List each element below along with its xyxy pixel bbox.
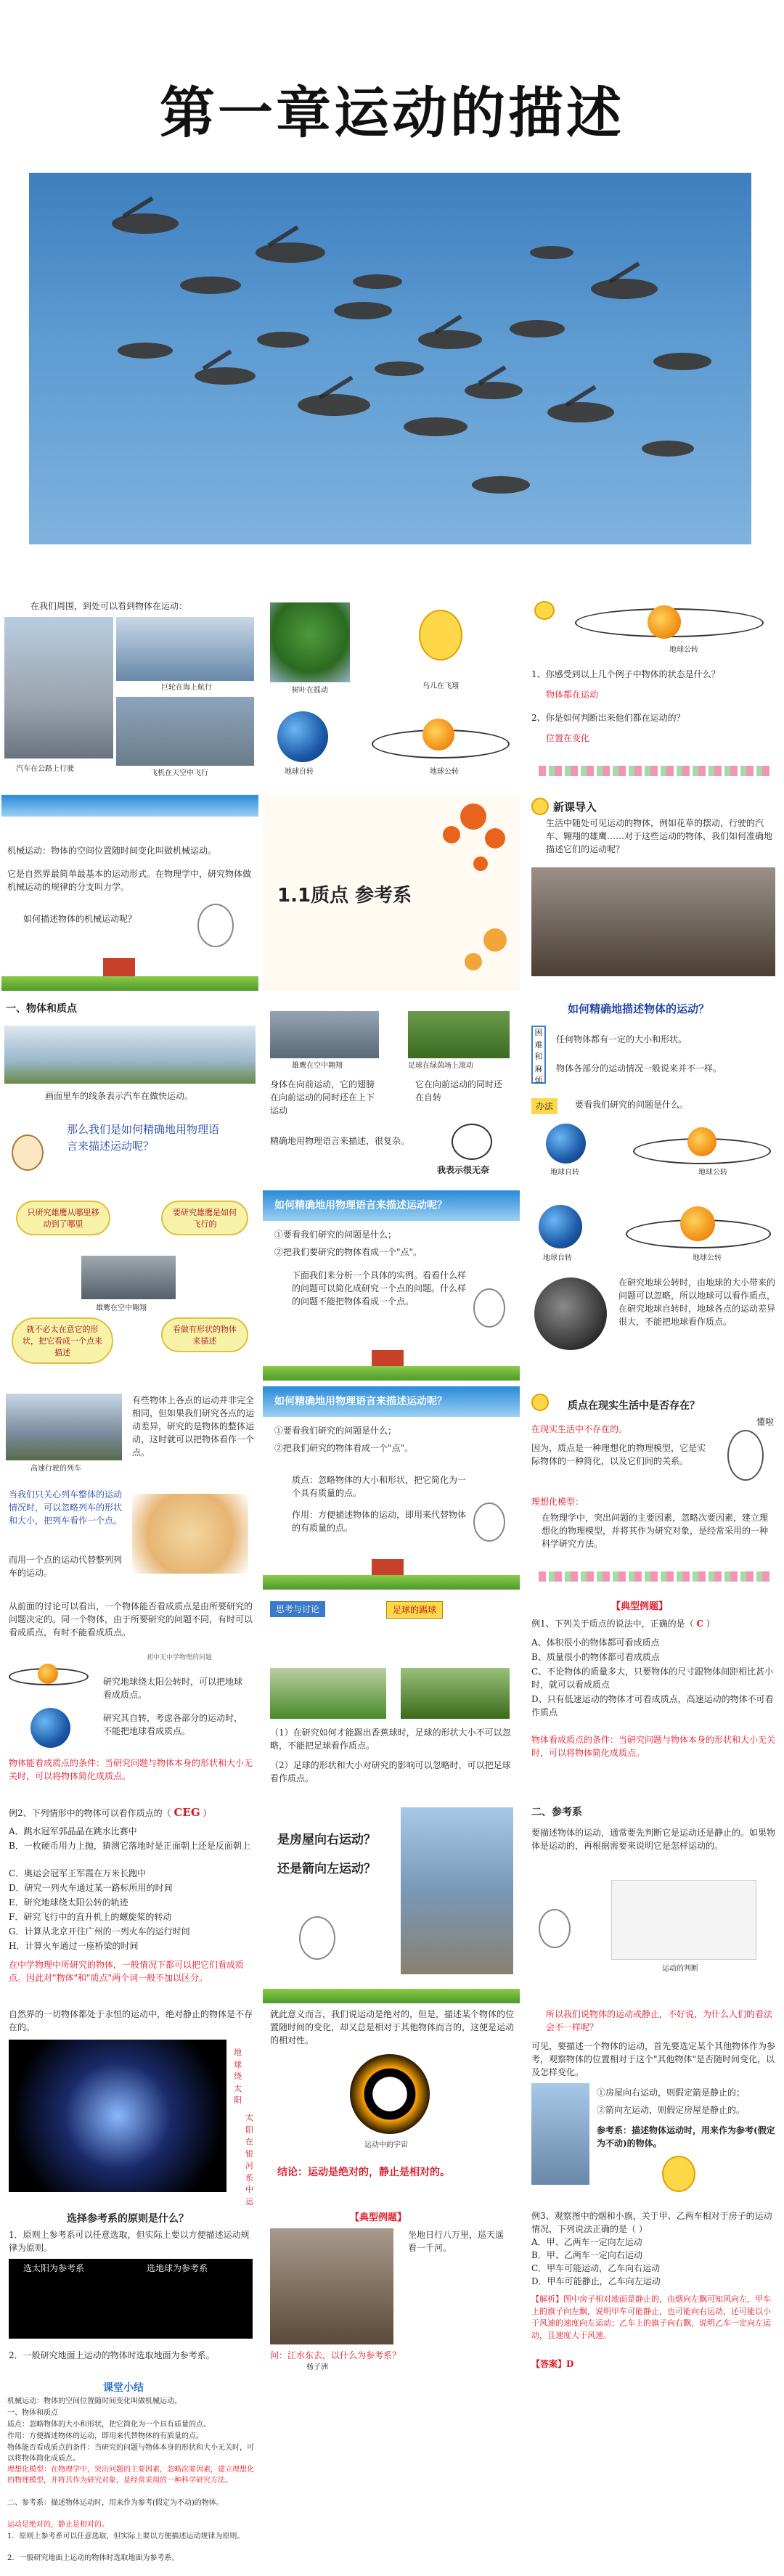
question-1: 1、你感受到以上几个例子中物体的状态是什么？ xyxy=(531,669,720,679)
tree-photo xyxy=(270,602,350,682)
cartoon-character xyxy=(197,904,234,947)
explanation: 在研究地球公转时，由地球的大小带来的问题可以忽略，所以地球可以看作质点，在研究地球自转时，地球各点的运动差异很大，不能把地球看作质点。 xyxy=(618,1277,776,1327)
step-2: ②把我们要研究的物体看成一个"点"。 xyxy=(274,1247,422,1257)
sketch-caption: 运动的判断 xyxy=(662,1965,698,1973)
model-heading: 理想化模型： xyxy=(531,1497,584,1507)
slide-title: 如何精确地用物理语言来描述运动呢？ xyxy=(274,1200,447,1211)
grass-strip xyxy=(263,1366,520,1381)
slide-motion-nature xyxy=(263,595,520,785)
slide-how-language-2 xyxy=(263,1386,520,1590)
option: E．研究地球绕太阳公转的轨迹 xyxy=(9,1897,128,1908)
paragraph: 它是自然界最简单最基本的运动形式。在物理学中，研究物体做机械运动的规律的分支叫力学。 xyxy=(7,869,252,892)
cartoon-character xyxy=(299,1916,335,1960)
question: 如何描述物体的机械运动呢？ xyxy=(23,914,137,924)
option-d: D．甲车可能静止，乙车向左运动 xyxy=(531,2276,661,2286)
difficulty-tag: 困难和麻烦 xyxy=(531,1026,546,1084)
option-c: C．甲车可能运动，乙车向右运动 xyxy=(531,2263,661,2273)
earth-revolution-label: 地球公转 xyxy=(669,646,698,654)
earth-icon xyxy=(277,711,328,762)
car-sketch xyxy=(611,1880,756,1960)
page-title: 第一章运动的描述 xyxy=(160,81,624,145)
slide-questions xyxy=(524,595,783,785)
option-b: B．甲、乙两车一定向右运动 xyxy=(531,2250,642,2260)
slide-example-1 xyxy=(524,1595,783,1795)
earth-revolution-label: 地球公转 xyxy=(698,1169,727,1177)
slide-choose-principle xyxy=(1,2207,258,2373)
paragraph: 下面我们来分析一个具体的实例。看看什么样的问题可以简化成研究一个点的问题。什么样的问题不能把物体看成一个点。 xyxy=(292,1270,467,1307)
summary-title: 课堂小结 xyxy=(103,2382,144,2394)
summary-line: 理想化模型：在物理学中，突出问题的主要因素，忽略次要因素，建立理想化的物理模型，并将其作为研究对象，是经常采用的一种科学研究方法。 xyxy=(7,2466,254,2485)
option: A．跳水冠军郭晶晶在跳水比赛中 xyxy=(9,1826,137,1836)
train-caption: 高速行驶的列车 xyxy=(30,1465,81,1473)
slide-train xyxy=(1,1386,258,1590)
analysis: 【解析】图中房子相对地面是静止的，由烟向左飘可知风向左，甲车上的旗子向左飘，说明甲车可能静止，也可能向右运动，还可能以小于风速的速度向左运动；乙车上的旗子向右飘，说明乙车一定向左运动，且速度大于风速。 xyxy=(531,2294,771,2340)
summary-line: 1．原则上参考系可以任意选取，但实际上要以方便描述运动规律为原则。 xyxy=(7,2532,245,2540)
side-note-1: 地球绕太阳 xyxy=(234,2048,242,2105)
plane-photo xyxy=(116,697,254,766)
car-label: 汽车在公路上行驶 xyxy=(16,765,74,773)
header-sun: 选太阳为参考系 xyxy=(23,2263,85,2273)
option-b: B、质量很小的物体都可看成质点 xyxy=(531,1652,660,1662)
summary-line: 物体能否看成质点的条件：当研究的问题与物体本身的形状和大小无关时，可以将物体简化成质点。 xyxy=(7,2444,254,2463)
method-tag: 办法 xyxy=(531,1098,558,1114)
football-label: 足球在绿茵场上滚动 xyxy=(408,1062,473,1070)
question-2: 还是箭向左运动？ xyxy=(277,1862,376,1876)
car-caption: 画面里车的线条表示汽车在做快运动。 xyxy=(45,1091,194,1101)
slide-summary xyxy=(1,2377,258,2573)
slide-title: 质点在现实生活中是否存在？ xyxy=(568,1400,700,1412)
cartoon-character xyxy=(473,1288,505,1328)
galaxy-image xyxy=(9,2040,226,2192)
option-d: D、只有低速运动的物体才可看成质点，高速运动的物体不可看作质点 xyxy=(531,1694,774,1717)
cartoon-character xyxy=(473,1502,505,1542)
slide-title: 如何精确地用物理语言来描述运动呢？ xyxy=(274,1396,447,1407)
mascot-icon xyxy=(531,798,549,815)
slide-particle-condition xyxy=(1,1595,258,1795)
option: D．研究一列火车通过某一路标所用的时间 xyxy=(9,1883,173,1893)
bubble-3: 就不必太在意它的形状，把它看成一个点来描述 xyxy=(12,1317,113,1364)
step-2: ②把我们研究的物体看成一个"点"。 xyxy=(274,1443,414,1453)
point-2: 物体各部分的运动情况一般说来并不一样。 xyxy=(556,1063,722,1074)
grass-strip xyxy=(1,976,258,991)
mascot-icon xyxy=(531,1394,549,1411)
definition: 参考系：描述物体运动时，用来作为参考(假定为不动)的物体。 xyxy=(597,2125,775,2148)
option-a: A．甲、乙两车一定向左运动 xyxy=(531,2237,642,2247)
slide-how-language-1 xyxy=(263,1190,520,1381)
bird-cartoon xyxy=(419,610,462,661)
sky-banner xyxy=(1,795,258,817)
space-earth-photo xyxy=(534,1277,607,1350)
model-text: 在物理学中，突出问题的主要因素，忽略次要因素，建立理想化的物理模型，并将其作为研究对象，是经常采用的一种科学研究方法。 xyxy=(542,1513,769,1549)
particle-definition: 质点：忽略物体的大小和形状，把它简化为一个具有质量的点。 xyxy=(292,1475,467,1498)
summary-line: 机械运动：物体的空间位置随时间变化叫做机械运动。 xyxy=(7,2397,181,2405)
slide-example-3 xyxy=(524,2207,783,2373)
paragraph-3: 而用一个点的运动代替整列列车的运动。 xyxy=(9,1555,123,1578)
poem: 坐地日行八万里，巡天遥看一千河。 xyxy=(408,2230,505,2253)
answer-1: （1）在研究如何才能踢出香蕉球时，足球的形状大小不可以忽略，不能把足球看作质点。 xyxy=(270,1727,511,1751)
mascot-icon xyxy=(534,601,555,620)
section-title: 1.1质点 参考系 xyxy=(277,885,412,907)
eagle-caption: 雄鹰在空中翱翔 xyxy=(96,1304,147,1312)
option: F．研究飞行中的直升机上的螺旋桨的转动 xyxy=(9,1912,172,1922)
paragraph-1: 有些物体上各点的运动并非完全相同，但如果我们研究各点的运动差异，研究的是物体的整体运动，这时就可以把物体看作一个点。 xyxy=(132,1395,255,1457)
yin-yang-image xyxy=(350,2054,430,2134)
question: 那么我们是如何精确地用物理语言来描述运动呢？ xyxy=(67,1123,220,1153)
example-stem: 例3、观察图中的烟和小旗，关于甲、乙两车相对于房子的运动情况，下列说法正确的是（ ） xyxy=(531,2211,772,2234)
slide-object-particle xyxy=(1,997,258,1185)
slide-earth-particle xyxy=(524,1190,783,1381)
condition: 物体看成质点的条件：当研究问题与物体本身的形状和大小无关时，可以将物体简化成质点。 xyxy=(531,1735,776,1758)
paragraph: 就此意义而言，我们说运动是绝对的，但是，描述某个物体的位置随时间的变化，却又总是相对于其他物体而言的，这便是运动的相对性。 xyxy=(270,2009,515,2045)
ship-photo xyxy=(116,617,254,681)
slide-reference-definition xyxy=(524,2003,783,2203)
intro-paragraph: 生活中随处可见运动的物体，例如花草的摆动，行驶的汽车、翱翔的雄鹰……对于这些运动的物体，我们如何准确地描述它们的运动呢？ xyxy=(546,818,773,854)
soccer-player-photo xyxy=(401,1668,510,1719)
paragraph: 自然界的一切物体都处于永恒的运动中，绝对静止的物体是不存在的。 xyxy=(9,2009,253,2032)
summary-line: 作用：方便描述物体的运动，即用来代替物体的有质量的点。 xyxy=(7,2432,203,2440)
slide-reference-frame xyxy=(524,1800,783,2003)
football-desc: 它在向前运动的同时还在自转 xyxy=(415,1079,503,1103)
sun-icon xyxy=(648,605,681,639)
slide-intro xyxy=(524,795,783,991)
rabbit-cartoon xyxy=(727,1430,764,1481)
option-a: A、体积很小的物体都可看成质点 xyxy=(531,1637,660,1648)
grass-strip xyxy=(263,1575,520,1590)
hero-geese-image xyxy=(29,173,751,544)
note: 在中学物理中所研究的物体，一般情况下都可以把它们看成质点。因此对"物体"和"质点"两个词一般不加以区分。 xyxy=(9,1960,245,1983)
option-c: C、不论物体的质量多大，只要物体的尺寸跟物体间距相比甚小时，就可以看成质点 xyxy=(531,1667,774,1690)
slide-eagle-bubbles xyxy=(1,1190,258,1381)
answer-2: 位置在变化 xyxy=(546,733,590,743)
earth-icon xyxy=(546,1124,586,1164)
header-earth: 选地球为参考系 xyxy=(147,2263,208,2273)
slide-mechanical-motion xyxy=(1,795,258,991)
flower-decoration xyxy=(539,766,771,776)
slide-house-arrow xyxy=(263,1800,520,2003)
earth-revolution-label: 地球公转 xyxy=(693,1254,722,1262)
meme-caption: 我表示很无奈 xyxy=(437,1165,490,1175)
sun-icon xyxy=(38,1664,58,1684)
slide-example-2 xyxy=(1,1800,258,2003)
paragraph-2: 可见，要描述一个物体的运动，首先要选定某个其他物体作为参考，观察物体的位置相对于这个"其他物体"是否随时间变化，以及怎样变化。 xyxy=(531,2041,776,2077)
rabbit-speech: 懂啦 xyxy=(756,1417,775,1427)
city-photo xyxy=(531,2083,589,2185)
plane-label: 飞机在天空中飞行 xyxy=(150,769,208,777)
meme-face xyxy=(452,1124,492,1160)
summary-line: 质点：忽略物体的大小和形状，把它简化为一个具有质量的点。 xyxy=(7,2421,211,2429)
bubble-1: 只研究雄鹰从哪里移动到了哪里 xyxy=(16,1201,110,1235)
method-text: 要看我们研究的问题是什么。 xyxy=(575,1100,689,1110)
summary-line: 运动是绝对的，静止是相对的。 xyxy=(7,2521,109,2529)
point-1: 任何物体都有一定的大小和形状。 xyxy=(556,1034,687,1044)
tree-label: 树叶在摇动 xyxy=(292,687,328,695)
sun-icon xyxy=(687,1127,716,1156)
eagle-photo xyxy=(531,867,775,976)
definition: 机械运动：物体的空间位置随时间变化叫做机械运动。 xyxy=(7,846,217,856)
slide-section-title xyxy=(263,795,520,991)
flower-decoration xyxy=(539,1571,771,1582)
slide-relative-motion xyxy=(263,2003,520,2203)
example-answer: CEG xyxy=(173,1806,200,1819)
summary-line: 2．一般研究地面上运动的物体时选取地面为参考系。 xyxy=(7,2554,179,2562)
eagle-desc: 身体在向前运动，它的翅膀在向前运动的同时还在上下运动 xyxy=(270,1079,375,1116)
example-title: 【典型例题】 xyxy=(611,1601,669,1612)
complexity-note: 精确地用物理语言来描述，很复杂。 xyxy=(270,1136,410,1146)
case-2: ②箭向左运动，则假定房屋是静止的。 xyxy=(597,2105,746,2115)
bird-label: 鸟儿在飞翔 xyxy=(422,682,459,690)
speeding-car-photo xyxy=(4,1026,256,1084)
particle-purpose: 作用：方便描述物体的运动，即用来代替物体的有质量的点。 xyxy=(292,1510,467,1533)
example-title: 【典型例题】 xyxy=(350,2212,407,2223)
football-tag: 足球的踢球 xyxy=(386,1601,443,1619)
china-map xyxy=(132,1494,248,1574)
slide-caption: 在我们周围，到处可以看到物体在运动： xyxy=(30,601,188,611)
summary-line: 一、物体和质点 xyxy=(7,2409,58,2417)
rotation-text: 研究其自转，考虑各部分的运动时，不能把地球看成质点。 xyxy=(103,1713,243,1736)
case-1: ①房屋向右运动，则假定箭是静止的； xyxy=(597,2088,746,2098)
football-field-photo xyxy=(270,1668,386,1719)
slide-absolute-motion xyxy=(1,2003,258,2207)
eagle-photo xyxy=(270,1011,379,1058)
condition: 物体能看成质点的条件：当研究问题与物体本身的形状和大小无关时，可以将物体简化成质点。 xyxy=(9,1758,253,1781)
intro-title: 新课导入 xyxy=(553,801,597,814)
bubble-4: 看做有形状的物体来描述 xyxy=(161,1317,248,1352)
question-1: 是房屋向右运动？ xyxy=(277,1833,376,1847)
option: H．计算火车通过一座桥梁的时间 xyxy=(9,1941,139,1951)
portrait-photo xyxy=(270,2228,393,2344)
earth-rotation-label: 地球自转 xyxy=(543,1254,572,1262)
earth-icon xyxy=(30,1708,70,1748)
image-caption: 运动中的宇宙 xyxy=(364,2141,408,2149)
answer: 在现实生活中不存在的。 xyxy=(531,1424,628,1434)
example-answer: C xyxy=(696,1619,704,1629)
city-photo xyxy=(401,1807,513,1974)
slide-complex-motion xyxy=(263,997,520,1185)
mascot-icon xyxy=(662,2156,695,2192)
principle-1: 1．原则上参考系可以任意选取，但实际上要以方便描述运动规律为原则。 xyxy=(9,2230,250,2253)
note: 初中无中学物理的问题 xyxy=(147,1654,213,1661)
option: B．一枚硬币用力上抛，猜测它落地时是正面朝上还是反面朝上 xyxy=(9,1841,250,1851)
option: C．奥运会冠军王军霞在万米长跑中 xyxy=(9,1868,147,1878)
discussion-tag: 思考与讨论 xyxy=(270,1601,325,1617)
option: G．计算从北京开往广州的一列火车的运行时间 xyxy=(9,1926,190,1937)
caption: 杨子洲 xyxy=(306,2363,328,2371)
eagle-label: 雄鹰在空中翱翔 xyxy=(292,1062,343,1070)
principle-2: 2．一般研究地面上运动的物体时选取地面为参考系。 xyxy=(9,2350,215,2360)
answer-1: 物体都在运动 xyxy=(546,690,599,700)
step-1: ①要看我们研究的问题是什么； xyxy=(274,1230,397,1240)
summary-line: 二、参考系：描述物体运动时，用来作为参考(假定为不动)的物体。 xyxy=(7,2499,224,2507)
car-photo xyxy=(4,617,113,759)
example-stem: 例2、下列情形中的物体可以看作质点的（ CEG ） xyxy=(9,1806,212,1819)
eagle-photo xyxy=(81,1256,176,1299)
earth-icon xyxy=(539,1205,582,1248)
earth-rotation-label: 地球自转 xyxy=(550,1169,579,1177)
side-note-2: 太阳在银河系中运 xyxy=(245,2113,253,2207)
grass-strip xyxy=(263,1989,520,2003)
sun-icon xyxy=(680,1206,715,1241)
conclusion: 结论：运动是绝对的，静止是相对的。 xyxy=(277,2167,450,2178)
slide-how-describe xyxy=(524,997,783,1185)
cartoon-character xyxy=(539,1909,571,1948)
paragraph: 要描述物体的运动，通常要先判断它是运动还是静止的。如果物体是运动的，再根据需要来说明它是怎样运动的。 xyxy=(531,1828,776,1851)
paragraph-1: 所以我们说物体的运动或静止，不好说，为什么人们的看法会不一样呢？ xyxy=(546,2009,773,2032)
reason: 因为，质点是一种理想化的物理模型，它是实际物体的一种简化，以及它们间的关系。 xyxy=(531,1443,706,1466)
slide-discussion xyxy=(263,1595,520,1795)
answer: 【答案】D xyxy=(531,2359,574,2369)
step-1: ①要看我们研究的问题是什么； xyxy=(274,1426,397,1436)
earth-revolution-label: 地球公转 xyxy=(430,768,459,776)
slide-motion-examples xyxy=(1,595,258,785)
house-icon xyxy=(103,958,135,977)
paragraph: 从前面的讨论可以看出，一个物体能否看成质点是由所要研究的问题决定的。同一个物体，由于所要研究的问题不同，有时可以看成质点，有时不能看成质点。 xyxy=(9,1601,253,1637)
slide-example-poem xyxy=(263,2207,520,2373)
flying-geese-illustration xyxy=(29,173,751,544)
revolution-text: 研究地球绕太阳公转时，可以把地球看成质点。 xyxy=(103,1677,243,1700)
earth-rotation-label: 地球自转 xyxy=(285,768,314,776)
example-stem: 例1、下列关于质点的说法中，正确的是（ C ） xyxy=(531,1619,715,1629)
section-heading: 二、参考系 xyxy=(531,1807,582,1818)
sun-icon xyxy=(422,719,454,751)
bubble-2: 要研究雄鹰是如何飞行的 xyxy=(161,1201,248,1235)
section-heading: 一、物体和质点 xyxy=(6,1003,77,1015)
train-photo xyxy=(6,1394,122,1460)
ship-label: 巨轮在海上航行 xyxy=(161,684,212,692)
slide-title: 选择参考系的原则是什么？ xyxy=(67,2213,189,2225)
slide-title: 如何精确地描述物体的运动？ xyxy=(568,1002,710,1015)
answer-2: （2）足球的形状和大小对研究的影响可以忽略时，可以把足球看作质点。 xyxy=(270,1760,511,1783)
football-photo xyxy=(408,1011,510,1058)
question: 问：江水东去，以什么为参考系？ xyxy=(270,2350,401,2360)
paragraph-2: 当我们只关心列车整体的运动情况时，可以忽略列车的形状和大小，把列车看作一个点。 xyxy=(9,1489,123,1526)
question-2: 2、你是如何判断出来他们都在运动的？ xyxy=(531,713,685,723)
slide-particle-exist xyxy=(524,1386,783,1590)
cartoon-reader xyxy=(12,1134,44,1171)
